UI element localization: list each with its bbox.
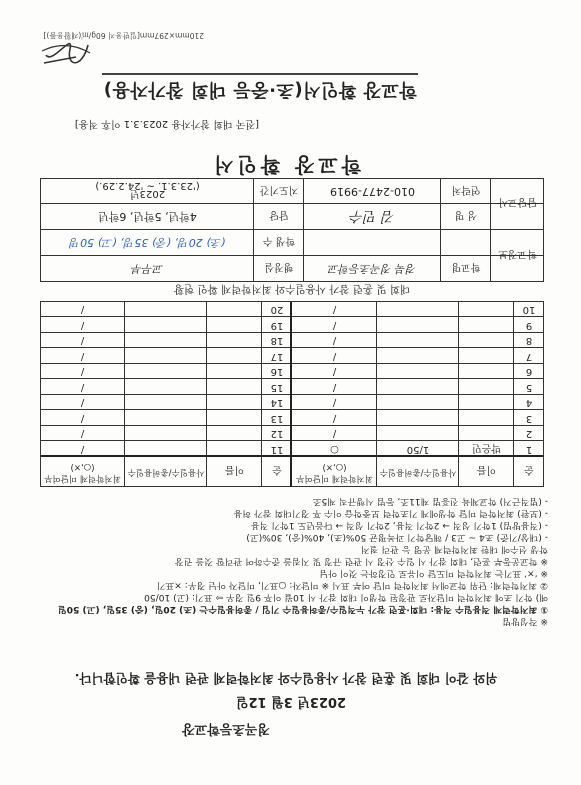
note-line: ① 최저학력제 적용일수 적용: 대회·훈련 참가 누적일수/총허용일수 기입 / 총허용일수는 (초) 20일, (중) 35일, (고) 50일 <box>57 604 548 614</box>
document-title: 학교장 확인서(초·중등 대회 참가자용) <box>103 79 417 100</box>
table-row <box>40 442 544 458</box>
cell-name-1 <box>459 395 514 411</box>
total-students-value: (초) 20명, (중) 35명, (고) 50명 <box>69 236 226 249</box>
cell-days-2 <box>125 442 207 458</box>
note-line: ※ ‘×’ 표기는 최저학력 미도달 이유로 인정하는 것이 아님 <box>319 568 548 578</box>
cell-n-1: 2 <box>525 428 533 440</box>
cell-mark-1: / <box>332 335 337 347</box>
cell-mark-2: / <box>80 304 85 316</box>
table-row <box>40 333 544 349</box>
cell-mark-2: / <box>80 443 85 455</box>
school-name-value: 경북 정곡초등학교 <box>328 262 417 275</box>
cell-name-1: 박은민 <box>472 441 501 453</box>
info-table <box>40 178 544 282</box>
cell-mark-1: / <box>332 366 337 378</box>
cell-name-2 <box>207 411 262 427</box>
cell-mark-2: / <box>80 350 85 362</box>
period-value: 2023년 <box>129 188 166 199</box>
cell-days-2 <box>125 411 207 427</box>
issue-date: 2023년 3월 12일 <box>235 694 347 709</box>
cell-n-2: 16 <box>270 366 284 378</box>
table-row <box>40 380 544 396</box>
note-line: ※ 작성방법 <box>502 616 548 626</box>
cell-n-2: 18 <box>270 335 284 347</box>
col-header-no-2: 순 <box>272 464 282 476</box>
teacher-group-label: 담당교사 <box>498 196 537 208</box>
cell-days-2 <box>125 395 207 411</box>
cell-mark-1: / <box>332 304 337 316</box>
cell-name-1 <box>459 380 514 396</box>
cell-mark-1: / <box>332 381 337 393</box>
col-header-name-1: 이름 <box>476 464 497 476</box>
cell-mark-2: / <box>80 319 85 331</box>
cell-name-2 <box>207 302 262 318</box>
cell-n-2: 12 <box>270 428 284 440</box>
version-subtitle: [전국 대회 참가자용 2023.3.1 이후 적용] <box>74 118 259 129</box>
confirm-title: 학교장 확인서 <box>210 153 361 177</box>
col-header-no-1: 순 <box>524 464 534 476</box>
cell-mark-2: / <box>80 397 85 409</box>
signature-stamp <box>36 35 96 75</box>
cell-name-2 <box>207 395 262 411</box>
table-row <box>40 349 544 365</box>
cell-days-2 <box>125 333 207 349</box>
cell-days-1 <box>377 411 459 427</box>
phone-label: 연락처 <box>451 184 481 195</box>
dept-value: 교무부 <box>131 262 164 275</box>
cell-name-2 <box>207 426 262 442</box>
cell-n-2: 14 <box>270 397 284 409</box>
cell-n-1: 6 <box>525 366 533 378</box>
cell-n-2: 13 <box>270 412 284 424</box>
note-line: ② 최저학력제: 단위 학교에서 최저학력 미달 여부 표시 ※ 미달자: ○표기, 미달자 아닌 경우: ×표기 <box>156 580 548 590</box>
cell-days-2 <box>125 380 207 396</box>
cell-n-1: 10 <box>522 304 536 316</box>
phone-value: 010-2477-9919 <box>330 185 415 198</box>
table-row <box>40 426 544 442</box>
cell-mark-1: ○ <box>330 443 339 455</box>
note-line: - (대상/기준) 초4 ~ 고3 / 해당학기 과목평균 50%(초), 40%(중), 30%(고) <box>246 532 548 542</box>
cell-days-2 <box>125 349 207 365</box>
cell-n-1: 8 <box>525 335 533 347</box>
cell-n-1: 9 <box>525 319 533 331</box>
period-label: 지도기간 <box>259 184 299 195</box>
note-line: ※ 학교운동부 훈련, 대회 참가 시 일수 산정 시 관련 규정 및 지침을 준수하여 관리할 것을 권장 <box>174 556 548 566</box>
col-header-mark-2: 최저학력제 미달여부(○,×) <box>44 462 121 483</box>
cell-mark-2: / <box>80 366 85 378</box>
cell-n-2: 17 <box>270 350 284 362</box>
col-header-days-1: 사용일수/총허용일수 <box>379 467 457 478</box>
cell-days-1 <box>377 349 459 365</box>
cell-days-1 <box>377 364 459 380</box>
cell-n-1: 1 <box>525 443 533 455</box>
cell-days-1 <box>377 395 459 411</box>
teacher-name-label: 성 명 <box>454 209 478 221</box>
school-group-label: 학교정보 <box>498 248 537 260</box>
cell-days-1: 1/50 <box>406 443 430 455</box>
period-range: ('23.3.1. ~ '24.2.29.) <box>95 180 200 191</box>
cell-name-2 <box>207 442 262 458</box>
cell-days-1 <box>377 380 459 396</box>
cell-n-2: 11 <box>270 443 284 455</box>
cell-name-1 <box>459 411 514 427</box>
cell-mark-1: / <box>332 397 337 409</box>
col-header-mark-1: 최저학력제 미달여부(○,×) <box>296 462 373 483</box>
cell-n-1: 3 <box>525 412 533 424</box>
col-header-days-2: 사용일수/총허용일수 <box>127 467 205 478</box>
table-row <box>40 302 544 318</box>
cell-n-1: 5 <box>525 381 533 393</box>
note-line: - (보완) 최저학력 미달 학생에게 기초학력 보충학습 이수 후 경기대회 참가 허용 <box>233 508 548 518</box>
cell-name-1 <box>459 333 514 349</box>
cell-name-2 <box>207 318 262 334</box>
cell-name-1 <box>459 302 514 318</box>
cell-name-1 <box>459 318 514 334</box>
cell-mark-2: / <box>80 428 85 440</box>
cell-days-1 <box>377 426 459 442</box>
paper-size-note: 210mm×297mm[일반용지 60g/㎡(재활용품)] <box>43 31 204 40</box>
cell-name-2 <box>207 349 262 365</box>
note-line: - (법적근거) 학교체육 진흥법 제11조, 동법 시행규칙 제5조 <box>312 496 548 506</box>
cell-mark-1: / <box>332 350 337 362</box>
cell-days-2 <box>125 426 207 442</box>
cell-n-2: 15 <box>270 381 284 393</box>
note-line: 학생 선수에 대한 최저학력제 운영 등 관리 철저 <box>360 544 548 554</box>
cell-mark-1: / <box>332 412 337 424</box>
cell-name-1 <box>459 349 514 365</box>
school-name-label: 학교명 <box>451 261 481 273</box>
confirmation-statement: 위와 같이 대회 및 훈련 참가 사용일수와 최저학력제 관련 내용을 확인합니다. <box>74 671 498 686</box>
cell-mark-2: / <box>80 381 85 393</box>
note-line: - (적용방법) 1학기 성적 → 2학기 적용, 2학기 성적 → 다음년도 1학기 적용 <box>250 520 548 530</box>
title-underline <box>102 73 418 75</box>
col-header-name-2: 이름 <box>224 464 245 476</box>
cell-days-2 <box>125 318 207 334</box>
cell-name-2 <box>207 364 262 380</box>
cell-name-2 <box>207 380 262 396</box>
teacher-name-value: 김 민수 <box>349 208 396 224</box>
cell-days-1 <box>377 333 459 349</box>
cell-days-1 <box>377 302 459 318</box>
participation-table <box>40 302 544 487</box>
note-line: 예) 학기 초에 최저학력 미달자로 판정된 학생이 대회 참가 시 10월 이후 9일 경우 ⇨ 표기: (고) 10/50 <box>144 592 548 602</box>
teacher-grade-value: 4학년, 5학년, 6학년 <box>98 210 197 223</box>
cell-mark-2: / <box>80 412 85 424</box>
table-row <box>40 364 544 380</box>
cell-mark-2: / <box>80 335 85 347</box>
teacher-grade-label: 담당 <box>269 209 289 221</box>
table-row <box>40 395 544 411</box>
table-row <box>40 318 544 334</box>
cell-name-1 <box>459 426 514 442</box>
cell-days-2 <box>125 364 207 380</box>
cell-days-2 <box>125 302 207 318</box>
cell-n-2: 19 <box>270 319 284 331</box>
cell-n-1: 7 <box>525 350 533 362</box>
cell-days-1 <box>377 318 459 334</box>
table-row <box>40 411 544 427</box>
cell-n-2: 20 <box>270 304 284 316</box>
total-students-label: 학생 수 <box>262 235 296 247</box>
cell-mark-1: / <box>332 319 337 331</box>
participation-table-title: 대회 및 훈련 참가 사용일수와 최저학력제 확인 현황 <box>173 283 411 295</box>
dept-label: 행정실 <box>264 261 294 273</box>
notes-section <box>28 491 548 626</box>
signer-name: 정곡초등학교장 <box>182 721 270 736</box>
cell-n-1: 4 <box>525 397 533 409</box>
cell-mark-1: / <box>332 428 337 440</box>
cell-name-1 <box>459 364 514 380</box>
cell-name-2 <box>207 333 262 349</box>
